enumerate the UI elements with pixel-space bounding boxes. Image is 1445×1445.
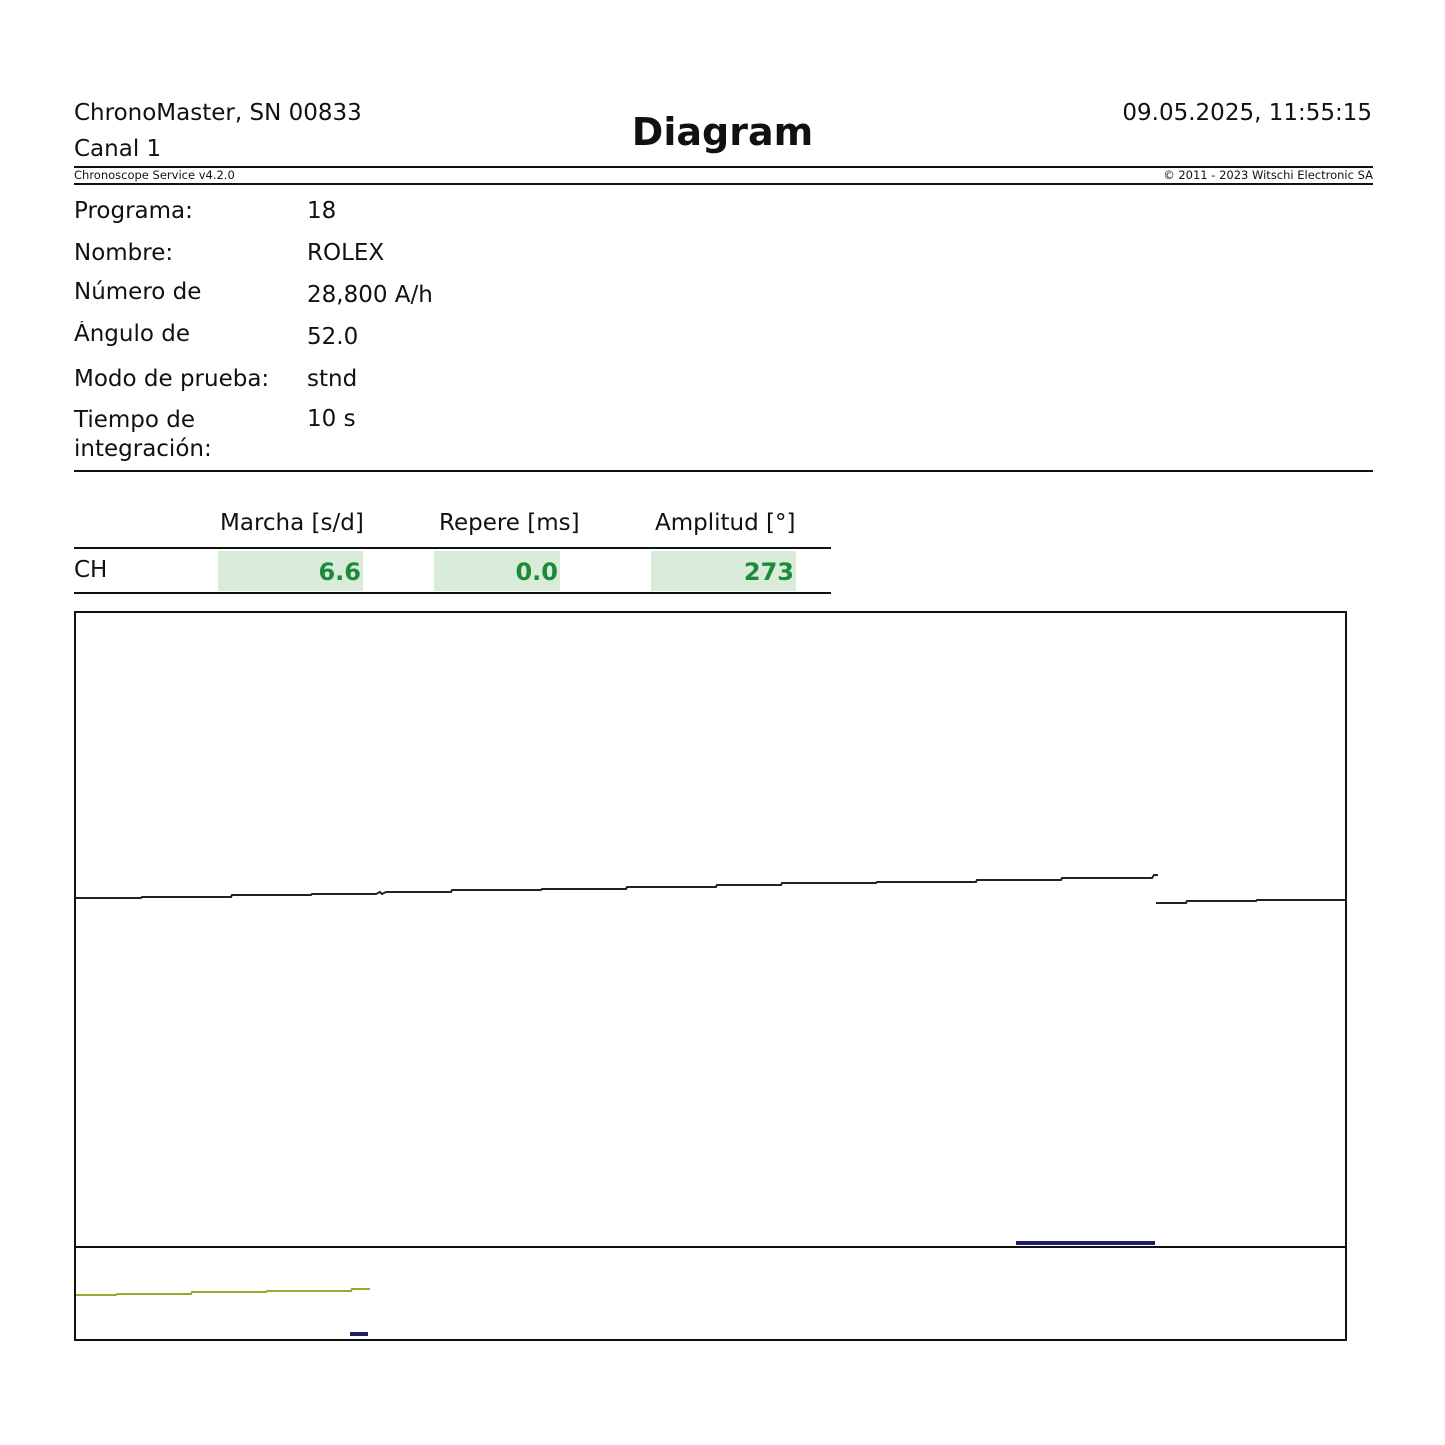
info-label: Número de [74,279,202,305]
info-label: Tiempo de integración: [74,407,212,462]
header-beat-error: Repere [ms] [439,510,580,536]
info-value: 18 [307,198,337,224]
info-value: stnd [307,366,358,392]
rate-trace-segment-1 [76,875,1158,898]
info-value: 52.0 [307,324,359,350]
results-header-divider [74,547,831,549]
rate-value: 6.6 [218,551,363,591]
row-label: CH [74,557,108,583]
info-label: Modo de prueba: [74,366,270,392]
amplitude-trace [76,1289,370,1295]
info-label: Ángulo de [74,321,191,347]
copyright: © 2011 - 2023 Witschi Electronic SA [1163,168,1373,182]
channel-label: Canal 1 [74,136,162,162]
info-value: 28,800 A/h [307,282,433,308]
info-label: Programa: [74,198,193,224]
results-bottom-divider [74,592,831,594]
diagram-svg [76,613,1345,1339]
device-name: ChronoMaster, SN 00833 [74,100,362,126]
info-label: Nombre: [74,240,174,266]
rate-trace-segment-2 [1156,900,1345,903]
amplitude-value: 273 [651,551,796,591]
header-amplitude: Amplitud [°] [655,510,796,536]
subheader-divider [74,183,1373,185]
info-divider [74,470,1373,472]
timestamp: 09.05.2025, 11:55:15 [1122,100,1372,126]
beat-error-value: 0.0 [434,551,560,591]
header-rate: Marcha [s/d] [220,510,364,536]
info-value: ROLEX [307,240,385,266]
diagram-plot [74,611,1347,1341]
page-title: Diagram [631,110,814,154]
info-value: 10 s [307,406,356,432]
software-version: Chronoscope Service v4.2.0 [74,168,235,182]
